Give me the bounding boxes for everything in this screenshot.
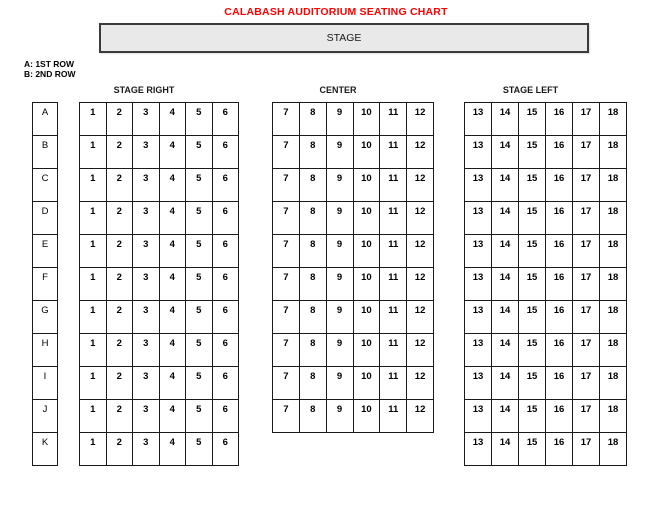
- seat-cell-stage-right-H1: 1: [80, 334, 107, 367]
- seat-cell-stage-right-D1: 1: [80, 202, 107, 235]
- seat-cell-center-H7: 7: [273, 334, 300, 367]
- seat-cell-stage-left-D15: 15: [519, 202, 546, 235]
- seat-cell-stage-left-C16: 16: [546, 169, 573, 202]
- seat-cell-center-B10: 10: [354, 136, 381, 169]
- seat-cell-stage-right-I1: 1: [80, 367, 107, 400]
- seat-cell-stage-left-I15: 15: [519, 367, 546, 400]
- seat-cell-stage-right-A3: 3: [133, 103, 160, 136]
- seat-cell-stage-right-K1: 1: [80, 433, 107, 466]
- seat-cell-center-A9: 9: [327, 103, 354, 136]
- seat-cell-center-G10: 10: [354, 301, 381, 334]
- seat-cell-stage-right-F6: 6: [213, 268, 240, 301]
- seat-cell-center-I7: 7: [273, 367, 300, 400]
- seat-cell-stage-left-D18: 18: [600, 202, 627, 235]
- seat-cell-stage-left-B13: 13: [465, 136, 492, 169]
- seat-cell-stage-left-B14: 14: [492, 136, 519, 169]
- seat-cell-stage-left-F15: 15: [519, 268, 546, 301]
- seat-cell-center-F9: 9: [327, 268, 354, 301]
- seat-cell-stage-right-A1: 1: [80, 103, 107, 136]
- seat-cell-center-H12: 12: [407, 334, 434, 367]
- seat-cell-center-G12: 12: [407, 301, 434, 334]
- seat-cell-stage-left-F14: 14: [492, 268, 519, 301]
- seat-cell-stage-left-J14: 14: [492, 400, 519, 433]
- seat-cell-center-E9: 9: [327, 235, 354, 268]
- seat-cell-stage-right-G6: 6: [213, 301, 240, 334]
- seat-cell-stage-right-F2: 2: [107, 268, 134, 301]
- seat-cell-stage-right-E1: 1: [80, 235, 107, 268]
- row-label-cell-A: A: [33, 103, 58, 136]
- seat-cell-stage-right-A5: 5: [186, 103, 213, 136]
- seat-cell-stage-left-F13: 13: [465, 268, 492, 301]
- seat-cell-stage-left-E17: 17: [573, 235, 600, 268]
- seat-cell-stage-left-J13: 13: [465, 400, 492, 433]
- seat-cell-stage-right-K5: 5: [186, 433, 213, 466]
- seat-grid-stage-left: [464, 102, 627, 466]
- seat-cell-stage-left-J15: 15: [519, 400, 546, 433]
- seat-cell-stage-right-K6: 6: [213, 433, 240, 466]
- row-legend: [24, 59, 75, 79]
- seat-cell-stage-left-A14: 14: [492, 103, 519, 136]
- seat-cell-center-A8: 8: [300, 103, 327, 136]
- seat-cell-center-C7: 7: [273, 169, 300, 202]
- seat-cell-center-C11: 11: [380, 169, 407, 202]
- seat-cell-center-I12: 12: [407, 367, 434, 400]
- seat-cell-stage-left-D17: 17: [573, 202, 600, 235]
- seat-cell-stage-right-G3: 3: [133, 301, 160, 334]
- row-label-cell-J: J: [33, 400, 58, 433]
- seat-cell-stage-left-C13: 13: [465, 169, 492, 202]
- seat-cell-stage-left-E16: 16: [546, 235, 573, 268]
- seat-cell-center-E10: 10: [354, 235, 381, 268]
- seat-cell-stage-left-G16: 16: [546, 301, 573, 334]
- stage-box: [99, 23, 589, 53]
- seat-cell-center-E7: 7: [273, 235, 300, 268]
- seat-cell-stage-left-I14: 14: [492, 367, 519, 400]
- seat-cell-stage-left-E14: 14: [492, 235, 519, 268]
- seat-cell-stage-right-J6: 6: [213, 400, 240, 433]
- seat-cell-stage-right-F3: 3: [133, 268, 160, 301]
- seat-cell-center-G9: 9: [327, 301, 354, 334]
- seat-cell-stage-left-J16: 16: [546, 400, 573, 433]
- seat-cell-center-A11: 11: [380, 103, 407, 136]
- seat-cell-stage-right-I4: 4: [160, 367, 187, 400]
- seat-cell-stage-left-A15: 15: [519, 103, 546, 136]
- seat-cell-center-J12: 12: [407, 400, 434, 433]
- seat-cell-stage-right-E6: 6: [213, 235, 240, 268]
- row-label-cell-B: B: [33, 136, 58, 169]
- seat-cell-stage-right-C2: 2: [107, 169, 134, 202]
- section-stage-right: [79, 85, 239, 466]
- seat-cell-stage-right-D4: 4: [160, 202, 187, 235]
- seat-cell-center-J8: 8: [300, 400, 327, 433]
- seat-cell-center-E8: 8: [300, 235, 327, 268]
- seat-cell-stage-right-B4: 4: [160, 136, 187, 169]
- seat-cell-stage-right-E4: 4: [160, 235, 187, 268]
- seat-cell-center-C12: 12: [407, 169, 434, 202]
- seat-cell-stage-left-H18: 18: [600, 334, 627, 367]
- seat-cell-stage-left-D16: 16: [546, 202, 573, 235]
- seat-cell-center-F11: 11: [380, 268, 407, 301]
- seat-cell-center-B11: 11: [380, 136, 407, 169]
- seat-cell-stage-right-B1: 1: [80, 136, 107, 169]
- seat-cell-stage-right-A4: 4: [160, 103, 187, 136]
- section-center: [272, 85, 434, 433]
- seat-cell-stage-right-I6: 6: [213, 367, 240, 400]
- seat-cell-stage-right-E2: 2: [107, 235, 134, 268]
- row-label-cell-G: G: [33, 301, 58, 334]
- chart-title: CALABASH AUDITORIUM SEATING CHART: [224, 6, 448, 18]
- seat-cell-stage-right-C1: 1: [80, 169, 107, 202]
- seat-cell-center-H10: 10: [354, 334, 381, 367]
- row-label-column: [32, 102, 58, 466]
- seat-cell-stage-right-H4: 4: [160, 334, 187, 367]
- seat-cell-stage-left-K15: 15: [519, 433, 546, 466]
- seat-cell-stage-left-F18: 18: [600, 268, 627, 301]
- seat-cell-stage-right-I3: 3: [133, 367, 160, 400]
- seat-cell-stage-right-D2: 2: [107, 202, 134, 235]
- section-header-center: CENTER: [319, 85, 357, 95]
- seat-cell-stage-left-A17: 17: [573, 103, 600, 136]
- seat-cell-center-B12: 12: [407, 136, 434, 169]
- seat-cell-stage-left-C15: 15: [519, 169, 546, 202]
- seat-cell-stage-right-F1: 1: [80, 268, 107, 301]
- seat-cell-stage-right-I5: 5: [186, 367, 213, 400]
- seat-cell-center-A12: 12: [407, 103, 434, 136]
- seat-cell-stage-left-G17: 17: [573, 301, 600, 334]
- seat-cell-stage-left-J17: 17: [573, 400, 600, 433]
- seat-grid-center: [272, 102, 434, 433]
- seat-cell-stage-left-I16: 16: [546, 367, 573, 400]
- seat-cell-stage-left-C14: 14: [492, 169, 519, 202]
- seat-cell-stage-right-G4: 4: [160, 301, 187, 334]
- seat-cell-stage-right-J4: 4: [160, 400, 187, 433]
- seat-cell-stage-right-A2: 2: [107, 103, 134, 136]
- seat-cell-stage-left-G14: 14: [492, 301, 519, 334]
- section-header-stage-left: STAGE LEFT: [502, 85, 559, 95]
- seat-cell-center-E11: 11: [380, 235, 407, 268]
- seat-cell-stage-right-D6: 6: [213, 202, 240, 235]
- seat-cell-stage-right-G2: 2: [107, 301, 134, 334]
- seat-cell-stage-left-A16: 16: [546, 103, 573, 136]
- seat-cell-stage-left-G15: 15: [519, 301, 546, 334]
- seat-cell-center-D10: 10: [354, 202, 381, 235]
- seat-cell-center-I9: 9: [327, 367, 354, 400]
- seat-cell-stage-left-B16: 16: [546, 136, 573, 169]
- seat-cell-center-D8: 8: [300, 202, 327, 235]
- seat-cell-stage-right-E3: 3: [133, 235, 160, 268]
- legend-line-1: A: 1ST ROW: [24, 59, 75, 69]
- seat-cell-stage-left-K17: 17: [573, 433, 600, 466]
- seat-cell-stage-left-H13: 13: [465, 334, 492, 367]
- seat-cell-stage-right-C4: 4: [160, 169, 187, 202]
- stage-label: STAGE: [326, 32, 362, 44]
- row-label-cell-E: E: [33, 235, 58, 268]
- row-label-cell-K: K: [33, 433, 58, 466]
- seat-cell-stage-right-I2: 2: [107, 367, 134, 400]
- seat-cell-stage-right-G5: 5: [186, 301, 213, 334]
- seat-cell-center-F12: 12: [407, 268, 434, 301]
- seat-cell-stage-left-G18: 18: [600, 301, 627, 334]
- seat-cell-stage-left-J18: 18: [600, 400, 627, 433]
- section-header-stage-right: STAGE RIGHT: [113, 85, 175, 95]
- seat-cell-center-J9: 9: [327, 400, 354, 433]
- seat-cell-stage-right-C5: 5: [186, 169, 213, 202]
- seat-cell-center-G7: 7: [273, 301, 300, 334]
- seat-cell-center-G11: 11: [380, 301, 407, 334]
- seat-cell-stage-right-C3: 3: [133, 169, 160, 202]
- seat-cell-stage-left-F17: 17: [573, 268, 600, 301]
- seat-cell-stage-right-B3: 3: [133, 136, 160, 169]
- seat-cell-center-C8: 8: [300, 169, 327, 202]
- seat-cell-center-J10: 10: [354, 400, 381, 433]
- seat-cell-stage-left-H15: 15: [519, 334, 546, 367]
- seat-cell-stage-left-K16: 16: [546, 433, 573, 466]
- seat-cell-stage-left-G13: 13: [465, 301, 492, 334]
- seat-cell-stage-left-I17: 17: [573, 367, 600, 400]
- seat-cell-stage-right-K4: 4: [160, 433, 187, 466]
- seat-cell-stage-right-K2: 2: [107, 433, 134, 466]
- seat-cell-center-I10: 10: [354, 367, 381, 400]
- seat-grid-stage-right: [79, 102, 239, 466]
- seat-cell-stage-left-A13: 13: [465, 103, 492, 136]
- seat-cell-stage-left-B15: 15: [519, 136, 546, 169]
- legend-line-2: B: 2ND ROW: [24, 69, 76, 79]
- seat-cell-stage-left-H14: 14: [492, 334, 519, 367]
- seat-cell-stage-right-H2: 2: [107, 334, 134, 367]
- seat-cell-center-B7: 7: [273, 136, 300, 169]
- row-label-cell-F: F: [33, 268, 58, 301]
- seat-cell-stage-left-H17: 17: [573, 334, 600, 367]
- seat-cell-center-D7: 7: [273, 202, 300, 235]
- seat-cell-stage-left-I18: 18: [600, 367, 627, 400]
- seat-cell-stage-right-F5: 5: [186, 268, 213, 301]
- seat-cell-stage-left-K13: 13: [465, 433, 492, 466]
- row-label-cell-H: H: [33, 334, 58, 367]
- seat-cell-center-D12: 12: [407, 202, 434, 235]
- seat-cell-stage-right-A6: 6: [213, 103, 240, 136]
- seat-cell-stage-right-B6: 6: [213, 136, 240, 169]
- seat-cell-center-F8: 8: [300, 268, 327, 301]
- seat-cell-center-F10: 10: [354, 268, 381, 301]
- seat-cell-stage-right-J3: 3: [133, 400, 160, 433]
- seat-cell-stage-left-I13: 13: [465, 367, 492, 400]
- seat-cell-stage-right-C6: 6: [213, 169, 240, 202]
- seat-cell-stage-right-H6: 6: [213, 334, 240, 367]
- seat-cell-center-D9: 9: [327, 202, 354, 235]
- seat-cell-stage-right-H3: 3: [133, 334, 160, 367]
- seat-cell-stage-left-E15: 15: [519, 235, 546, 268]
- seat-cell-stage-left-K18: 18: [600, 433, 627, 466]
- seat-cell-center-D11: 11: [380, 202, 407, 235]
- seat-cell-stage-right-F4: 4: [160, 268, 187, 301]
- seat-cell-stage-left-A18: 18: [600, 103, 627, 136]
- seat-cell-stage-left-B17: 17: [573, 136, 600, 169]
- seat-cell-center-H8: 8: [300, 334, 327, 367]
- seat-cell-center-A7: 7: [273, 103, 300, 136]
- seat-cell-stage-right-B2: 2: [107, 136, 134, 169]
- seat-cell-center-H11: 11: [380, 334, 407, 367]
- seat-cell-stage-right-K3: 3: [133, 433, 160, 466]
- seat-cell-stage-left-E18: 18: [600, 235, 627, 268]
- seat-cell-stage-right-J2: 2: [107, 400, 134, 433]
- seat-cell-center-I11: 11: [380, 367, 407, 400]
- seat-cell-stage-right-E5: 5: [186, 235, 213, 268]
- seat-cell-center-A10: 10: [354, 103, 381, 136]
- seat-cell-stage-right-D3: 3: [133, 202, 160, 235]
- seat-cell-stage-right-J5: 5: [186, 400, 213, 433]
- seat-cell-center-F7: 7: [273, 268, 300, 301]
- row-label-cell-I: I: [33, 367, 58, 400]
- seat-cell-stage-right-H5: 5: [186, 334, 213, 367]
- seat-cell-center-B9: 9: [327, 136, 354, 169]
- seat-cell-stage-left-E13: 13: [465, 235, 492, 268]
- seat-cell-center-E12: 12: [407, 235, 434, 268]
- seat-cell-stage-left-D14: 14: [492, 202, 519, 235]
- seat-cell-stage-left-K14: 14: [492, 433, 519, 466]
- seat-cell-stage-left-H16: 16: [546, 334, 573, 367]
- seat-cell-center-J11: 11: [380, 400, 407, 433]
- seat-cell-stage-left-B18: 18: [600, 136, 627, 169]
- seat-cell-stage-left-F16: 16: [546, 268, 573, 301]
- seat-cell-stage-left-C17: 17: [573, 169, 600, 202]
- seat-cell-stage-left-D13: 13: [465, 202, 492, 235]
- seat-cell-center-H9: 9: [327, 334, 354, 367]
- seat-cell-stage-left-C18: 18: [600, 169, 627, 202]
- seat-cell-stage-right-D5: 5: [186, 202, 213, 235]
- seat-cell-center-G8: 8: [300, 301, 327, 334]
- seat-cell-center-I8: 8: [300, 367, 327, 400]
- row-label-cell-D: D: [33, 202, 58, 235]
- seat-cell-center-J7: 7: [273, 400, 300, 433]
- seat-cell-center-C9: 9: [327, 169, 354, 202]
- seat-cell-stage-right-G1: 1: [80, 301, 107, 334]
- seat-cell-stage-right-B5: 5: [186, 136, 213, 169]
- seat-cell-center-C10: 10: [354, 169, 381, 202]
- seat-cell-center-B8: 8: [300, 136, 327, 169]
- section-stage-left: [464, 85, 627, 466]
- seat-cell-stage-right-J1: 1: [80, 400, 107, 433]
- row-label-cell-C: C: [33, 169, 58, 202]
